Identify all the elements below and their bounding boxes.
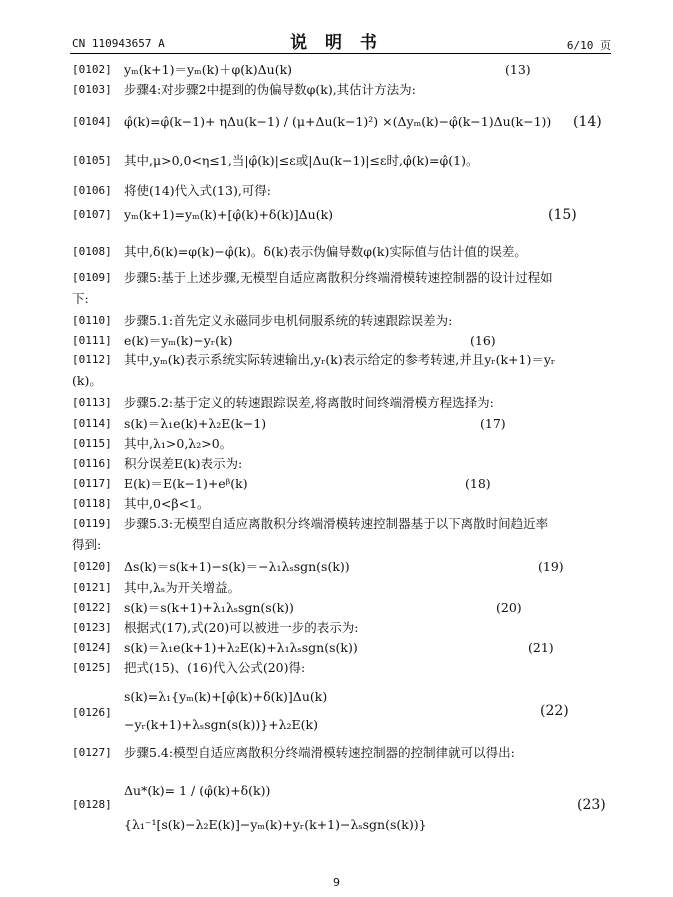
paragraph-text: 其中,0<β<1。 (124, 496, 210, 511)
paragraph-number: [0102] (72, 63, 112, 76)
paragraph-text: 根据式(17),式(20)可以被进一步的表示为: (124, 620, 359, 635)
paragraph-text: 其中,λ₁>0,λ₂>0。 (124, 436, 233, 451)
paragraph-number: [0117] (72, 477, 112, 490)
paragraph-text: 积分误差E(k)表示为: (124, 456, 243, 471)
paragraph-number: [0105] (72, 154, 112, 167)
paragraph-text-line2: {λ₁⁻¹[s(k)−λ₂E(k)]−yₘ(k)+yᵣ(k+1)−λₛsgn(s(k))} (124, 817, 427, 832)
paragraph-number: [0106] (72, 184, 112, 197)
paragraph-number: [0119] (72, 517, 112, 530)
paragraph-text: s(k)＝s(k+1)+λ₁λₛsgn(s(k)) (124, 600, 294, 615)
paragraph-text: 步骤4:对步骤2中提到的伪偏导数φ(k),其估计方法为: (124, 82, 416, 97)
paragraph-text: Δs(k)＝s(k+1)−s(k)＝−λ₁λₛsgn(s(k)) (124, 559, 350, 574)
paragraph-number: [0112] (72, 353, 112, 366)
equation-number: (18) (465, 476, 491, 491)
equation-number: (21) (528, 640, 554, 655)
paragraph-text: yₘ(k+1)=yₘ(k)+[φ̂(k)+δ(k)]Δu(k) (124, 207, 334, 222)
header-doc-id: CN 110943657 A (72, 37, 165, 50)
equation-number: (17) (480, 416, 506, 431)
paragraph-text: yₘ(k+1)＝yₘ(k)＋φ(k)Δu(k) (124, 62, 293, 77)
paragraph-text: 其中,δ(k)=φ(k)−φ̂(k)。δ(k)表示伪偏导数φ(k)实际值与估计值的误差。 (124, 244, 527, 259)
paragraph-text: e(k)＝yₘ(k)−yᵣ(k) (124, 333, 233, 348)
paragraph-text: 其中,yₘ(k)表示系统实际转速输出,yᵣ(k)表示给定的参考转速,并且yᵣ(k+1)＝yᵣ (124, 352, 556, 367)
equation-number: (13) (505, 62, 531, 77)
paragraph-number: [0113] (72, 396, 112, 409)
equation-number: (16) (470, 333, 496, 348)
paragraph-text: (k)。 (72, 373, 102, 388)
paragraph-number: [0107] (72, 208, 112, 221)
paragraph-text-line2: −yᵣ(k+1)+λₛsgn(s(k))}+λ₂E(k) (124, 717, 319, 732)
paragraph-text: 步骤5:基于上述步骤,无模型自适应离散积分终端滑模转速控制器的设计过程如 (124, 270, 553, 285)
paragraph-number: [0103] (72, 83, 112, 96)
paragraph-number: [0116] (72, 457, 112, 470)
paragraph-text: s(k)=λ₁{yₘ(k)+[φ̂(k)+δ(k)]Δu(k) (124, 689, 328, 704)
paragraph-number: [0114] (72, 417, 112, 430)
paragraph-text: φ̂(k)=φ̂(k−1)+ ηΔu(k−1) / (μ+Δu(k−1)²) ×(Δyₘ(k)−φ̂(k−1)Δu(k−1)) (124, 114, 552, 129)
paragraph-number: [0104] (72, 115, 112, 128)
paragraph-text: 将使(14)代入式(13),可得: (124, 183, 272, 198)
paragraph-text: 步骤5.4:模型自适应离散积分终端滑模转速控制器的控制律就可以得出: (124, 745, 515, 760)
paragraph-number: [0123] (72, 621, 112, 634)
paragraph-text: 其中,λₛ为开关增益。 (124, 580, 241, 595)
paragraph-text: 得到: (72, 537, 102, 552)
equation-number: (19) (538, 559, 564, 574)
equation-number: (15) (548, 207, 577, 223)
equation-number: (14) (573, 114, 602, 130)
paragraph-text: 下: (72, 291, 89, 306)
paragraph-number: [0110] (72, 314, 112, 327)
paragraph-number: [0126] (72, 706, 112, 719)
paragraph-number: [0115] (72, 437, 112, 450)
paragraph-number: [0122] (72, 601, 112, 614)
paragraph-number: [0120] (72, 560, 112, 573)
paragraph-text: 步骤5.3:无模型自适应离散积分终端滑模转速控制器基于以下离散时间趋近率 (124, 516, 549, 531)
paragraph-number: [0109] (72, 271, 112, 284)
paragraph-text: 步骤5.1:首先定义永磁同步电机伺服系统的转速跟踪误差为: (124, 313, 453, 328)
header-title: 说 明 书 (290, 33, 383, 53)
header-rule (70, 53, 611, 54)
paragraph-text: 步骤5.2:基于定义的转速跟踪误差,将离散时间终端滑模方程选择为: (124, 395, 494, 410)
paragraph-text: Δu*(k)= 1 / (φ̂(k)+δ(k)) (124, 783, 271, 798)
paragraph-number: [0108] (72, 245, 112, 258)
paragraph-number: [0111] (72, 334, 112, 347)
paragraph-text: s(k)＝λ₁e(k)+λ₂E(k−1) (124, 416, 267, 431)
paragraph-number: [0118] (72, 497, 112, 510)
page-number: 9 (333, 876, 340, 889)
paragraph-text: 把式(15)、(16)代入公式(20)得: (124, 660, 306, 675)
paragraph-text: 其中,μ>0,0<η≤1,当|φ̂(k)|≤ε或|Δu(k−1)|≤ε时,φ̂(k)=φ̂(1)。 (124, 153, 479, 168)
paragraph-number: [0121] (72, 581, 112, 594)
paragraph-number: [0127] (72, 746, 112, 759)
equation-number: (20) (496, 600, 522, 615)
header-page: 6/10 页 (566, 39, 611, 52)
paragraph-number: [0124] (72, 641, 112, 654)
paragraph-number: [0128] (72, 798, 112, 811)
paragraph-number: [0125] (72, 661, 112, 674)
paragraph-text: s(k)＝λ₁e(k+1)+λ₂E(k)+λ₁λₛsgn(s(k)) (124, 640, 358, 655)
equation-number: (23) (577, 797, 606, 813)
equation-number: (22) (540, 703, 569, 719)
paragraph-text: E(k)＝E(k−1)+eᵝ(k) (124, 476, 248, 491)
